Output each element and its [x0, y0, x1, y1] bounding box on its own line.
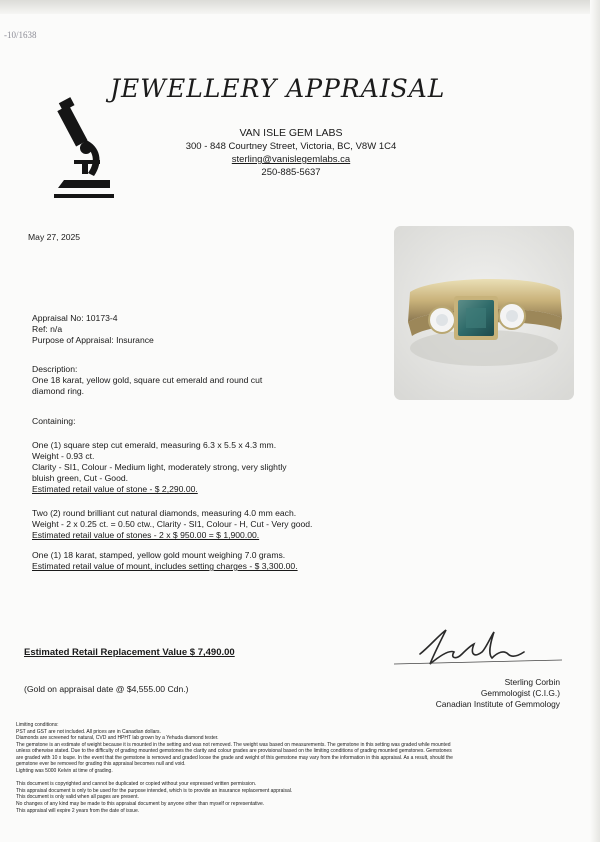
appraiser-institute: Canadian Institute of Gemmology — [435, 699, 560, 709]
description-heading: Description: — [32, 364, 78, 374]
appraiser-name: Sterling Corbin — [504, 677, 560, 687]
ring-photo — [394, 226, 574, 400]
containing-heading: Containing: — [32, 416, 76, 426]
conditions-heading: Limiting conditions: — [16, 722, 59, 728]
diamonds-line-2: Weight - 2 x 0.25 ct. = 0.50 ctw., Clarity - SI1, Colour - H, Cut - Very good. — [32, 519, 313, 529]
microscope-logo-icon — [52, 96, 114, 204]
description-line-1: One 18 karat, yellow gold, square cut emerald and round cut — [32, 375, 263, 385]
condition-line: unless otherwise stated. Due to the difficulty of grading mounted gemstones the clarity and colour grades are provisional based on the limiting conditions of grading mounted gemstones. Gemstones — [16, 748, 452, 754]
lab-name: VAN ISLE GEM LABS — [239, 127, 343, 139]
condition-line: gemstone ever be removed for grading this appraisal becomes null and void. — [16, 761, 186, 767]
appraiser-title: Gemmologist (C.I.G.) — [480, 688, 560, 698]
appraisal-ref: Ref: n/a — [32, 324, 63, 334]
total-replacement-value: Estimated Retail Replacement Value $ 7,490.00 — [24, 647, 235, 658]
diamonds-value: Estimated retail value of stones - 2 x $ 950.00 = $ 1,900.00. — [32, 530, 260, 540]
condition-line: Diamonds are screened for natural, CVD and HPHT lab grown by a Yehuda diamond tester. — [16, 735, 219, 741]
description-line-2: diamond ring. — [32, 386, 85, 396]
scan-right-edge — [590, 0, 600, 842]
lab-address: 300 - 848 Courtney Street, Victoria, BC, V8W 1C4 — [185, 141, 397, 152]
condition-line: Lighting was 5000 Kelvin at time of grading. — [16, 768, 113, 774]
condition-line: are graded with 10 x loupe. In the event that the gemstone is removed and graded loose the grade and weight of this gemstone may vary from the information in this appraisal. As a result, should the — [16, 755, 453, 761]
mount-line-1: One (1) 18 karat, stamped, yellow gold mount weighing 7.0 grams. — [32, 550, 286, 560]
lab-phone: 250-885-5637 — [261, 167, 321, 178]
gold-price-note: (Gold on appraisal date @ $4,555.00 Cdn.) — [24, 684, 189, 694]
condition-line: This appraisal will expire 2 years from the date of issue. — [16, 808, 140, 814]
mount-value: Estimated retail value of mount, includes setting charges - $ 3,300.00. — [32, 561, 298, 571]
emerald-value: Estimated retail value of stone - $ 2,290.00. — [32, 484, 198, 494]
emerald-line-2: Weight - 0.93 ct. — [32, 451, 95, 461]
emerald-line-3: Clarity - SI1, Colour - Medium light, moderately strong, very slightly — [32, 462, 287, 472]
appraisal-date: May 27, 2025 — [28, 232, 81, 242]
condition-line: The gemstone is an estimate of weight because it is mounted in the setting and was not removed. The weight was based on measurements. The gemstone in this setting was graded while mounted — [16, 742, 451, 748]
emerald-line-1: One (1) square step cut emerald, measuring 6.3 x 5.5 x 4.3 mm. — [32, 440, 277, 450]
ring-image-icon — [394, 226, 574, 400]
appraisal-number: Appraisal No: 10173-4 — [32, 313, 118, 323]
condition-line: No changes of any kind may be made to this appraisal document by anyone other than myself or representative. — [16, 801, 265, 807]
diamonds-line-1: Two (2) round brilliant cut natural diamonds, measuring 4.0 mm each. — [32, 508, 297, 518]
lab-header — [160, 127, 422, 179]
condition-line: PST and GST are not included. All prices are in Canadian dollars. — [16, 729, 161, 735]
condition-line: This appraisal document is only to be used for the purpose intended, which is to provide an insurance replacement appraisal. — [16, 788, 293, 794]
condition-line: This document is only valid when all pages are present. — [16, 794, 139, 800]
signature-icon — [390, 624, 566, 670]
document-title: JEWELLERY APPRAISAL — [110, 74, 446, 103]
emerald-line-4: bluish green, Cut - Good. — [32, 473, 129, 483]
condition-line: This document is copyrighted and cannot be duplicated or copied without your expressed written permission. — [16, 781, 257, 787]
appraisal-purpose: Purpose of Appraisal: Insurance — [32, 335, 154, 345]
scan-top-edge — [0, 0, 600, 14]
stamp-note: -10/1638 — [4, 30, 37, 40]
lab-email-link[interactable]: sterling@vanislegemlabs.ca — [231, 154, 351, 165]
